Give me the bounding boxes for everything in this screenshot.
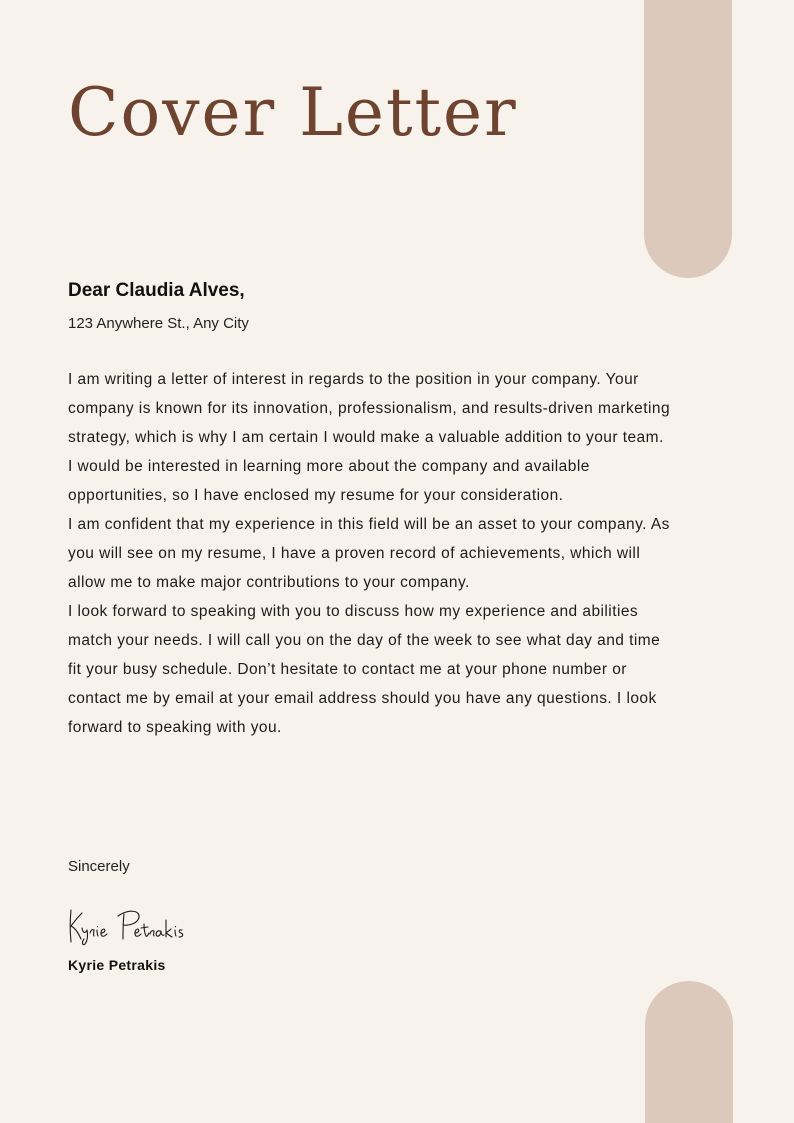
recipient-address: 123 Anywhere St., Any City	[68, 315, 249, 332]
body-line: I look forward to speaking with you to discuss how my experience and abilities	[68, 603, 639, 620]
body-line: match your needs. I will call you on the day of the week to see what day and time	[68, 632, 661, 649]
document-title: Cover Letter	[68, 74, 518, 151]
body-line: forward to speaking with you.	[68, 719, 282, 736]
body-line: you will see on my resume, I have a proven record of achievements, which will	[68, 545, 641, 562]
decorative-pill-bottom	[645, 981, 733, 1123]
decorative-pill-top	[644, 0, 732, 278]
handwritten-signature	[66, 906, 188, 946]
salutation: Dear Claudia Alves,	[68, 280, 245, 301]
body-line: company is known for its innovation, professionalism, and results-driven marketing	[68, 400, 671, 417]
body-line: contact me by email at your email address should you have any questions. I look	[68, 690, 657, 707]
body-line: opportunities, so I have enclosed my resume for your consideration.	[68, 487, 564, 504]
signer-name: Kyrie Petrakis	[68, 957, 166, 973]
closing-text: Sincerely	[68, 858, 130, 875]
body-line: strategy, which is why I am certain I would make a valuable addition to your team.	[68, 429, 664, 446]
letter-body	[68, 365, 728, 742]
body-line: I would be interested in learning more about the company and available	[68, 458, 590, 475]
body-line: I am writing a letter of interest in regards to the position in your company. Your	[68, 371, 639, 388]
body-line: allow me to make major contributions to your company.	[68, 574, 470, 591]
body-line: I am confident that my experience in this field will be an asset to your company. As	[68, 516, 670, 533]
body-line: fit your busy schedule. Don’t hesitate to contact me at your phone number or	[68, 661, 627, 678]
